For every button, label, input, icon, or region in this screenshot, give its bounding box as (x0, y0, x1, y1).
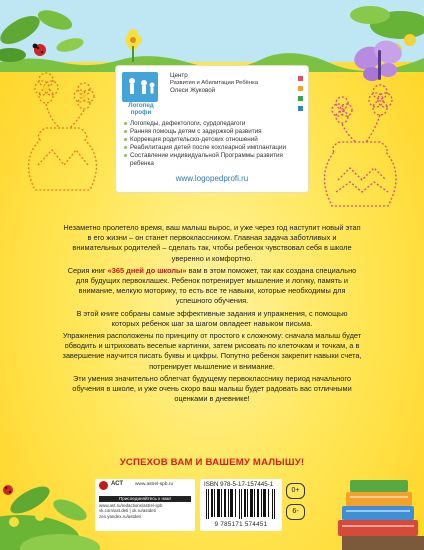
description-text (62, 223, 362, 406)
logoped-profi-logo (122, 72, 158, 102)
service-item: Составление индивидуальной Программы развития ребенка (124, 152, 306, 168)
services-list (124, 120, 306, 168)
books-stack-icon (338, 480, 424, 550)
paragraph-exercises: Упражнения расположены по принципу от простого к сложному: сначала малыш будет обводить и штриховать веселые картинки, затем рисовать по клеточкам и точкам, а в завершение научится писать буквы и цифры. Попутно ребенок закрепит навыки счета, потренирует мышление и внимание. (62, 331, 362, 371)
publisher-site-link[interactable]: www.astrel-spb.ru (135, 482, 174, 487)
blue-square-icon (298, 106, 303, 111)
publisher-info-box (95, 479, 195, 531)
barcode-icon (206, 489, 276, 519)
barcode-box (200, 479, 282, 531)
service-item: Ранняя помощь детям с задержкой развития (124, 128, 306, 136)
pink-square-icon (298, 76, 303, 81)
age-rating-badge: 6- (286, 504, 305, 520)
age-rating-badge: 0+ (286, 483, 305, 499)
ast-logo-icon (99, 481, 108, 490)
service-item: Логопеды, дефектологи, сурдопедагоги (124, 120, 306, 128)
service-item: Коррекция родительско-детских отношений (124, 136, 306, 144)
kids-logo-icon (122, 72, 158, 102)
orange-square-icon (298, 86, 303, 91)
publisher-links (99, 503, 191, 519)
paragraph-series (62, 266, 362, 307)
series-text-after: вам в этом поможет, так как создана специально для будущих первоклашек. Ребенок потренирует мышление и логику, память и внимание, мелкую моторику, то есть все те навыки, которые необходимы для успешного обучения. (75, 265, 357, 306)
paragraph-book: В этой книге собраны самые эффективные задания и упражнения, с помощью которых ребенок шаг за шагом овладеет навыком письма. (76, 308, 348, 328)
publisher-link[interactable]: www.ast.ru/redactions/astrel-spb (99, 503, 163, 508)
isbn-text: ISBN 978-5-17-157445-1 (204, 481, 274, 488)
center-name: Олеси Жуковой (170, 87, 216, 94)
left-dotted-tracing-icon (29, 73, 97, 190)
publisher-link[interactable]: vk.com/ast.deti | ok.ru/astdeti (99, 508, 156, 514)
center-subtitle: Развития и Абилитации Ребёнка (170, 80, 258, 86)
left-filled-flowers-icon (43, 85, 87, 99)
service-item: Реабилитация детей после кохлеарной имплантации (124, 144, 306, 152)
join-us-banner: Присоединяйтесь к нам! (99, 496, 191, 502)
publisher-name: АСТ (111, 481, 124, 487)
success-wish-heading: УСПЕХОВ ВАМ И ВАШЕМУ МАЛЫШУ! (119, 457, 305, 468)
center-title: Центр (170, 72, 188, 79)
center-website-link[interactable]: www.logopedprofi.ru (175, 174, 249, 183)
paragraph-intro: Незаметно пролетело время, ваш малыш вырос, и уже через год наступит новый этап в его жизни – он станет первоклассником. Главная задача заботливых и внимательных родителей – сделать так, чтобы ребенок чувствовал себя в школе уверенно и комфортно. (63, 223, 361, 263)
logo-caption: Логопед профи (128, 102, 154, 116)
right-dotted-tracing-icon (324, 85, 396, 206)
green-square-icon (298, 96, 303, 101)
series-title: «365 дней до школы» (107, 265, 187, 275)
barcode-number: 9 785171 574451 (214, 521, 268, 528)
series-text-before: Серия книг (67, 265, 108, 275)
paragraph-benefits: Эти умения значительно облегчат будущему первокласснику период начального обучения в школе, и уже очень скоро ваш малыш будет радовать вас отличными оценками в дневнике! (72, 373, 352, 404)
ladybug-bottom-icon (3, 485, 13, 495)
ad-card (116, 66, 308, 192)
bottom-left-grass-icon (0, 481, 100, 550)
publisher-link[interactable]: zen.yandex.ru/astdeti (99, 513, 141, 519)
